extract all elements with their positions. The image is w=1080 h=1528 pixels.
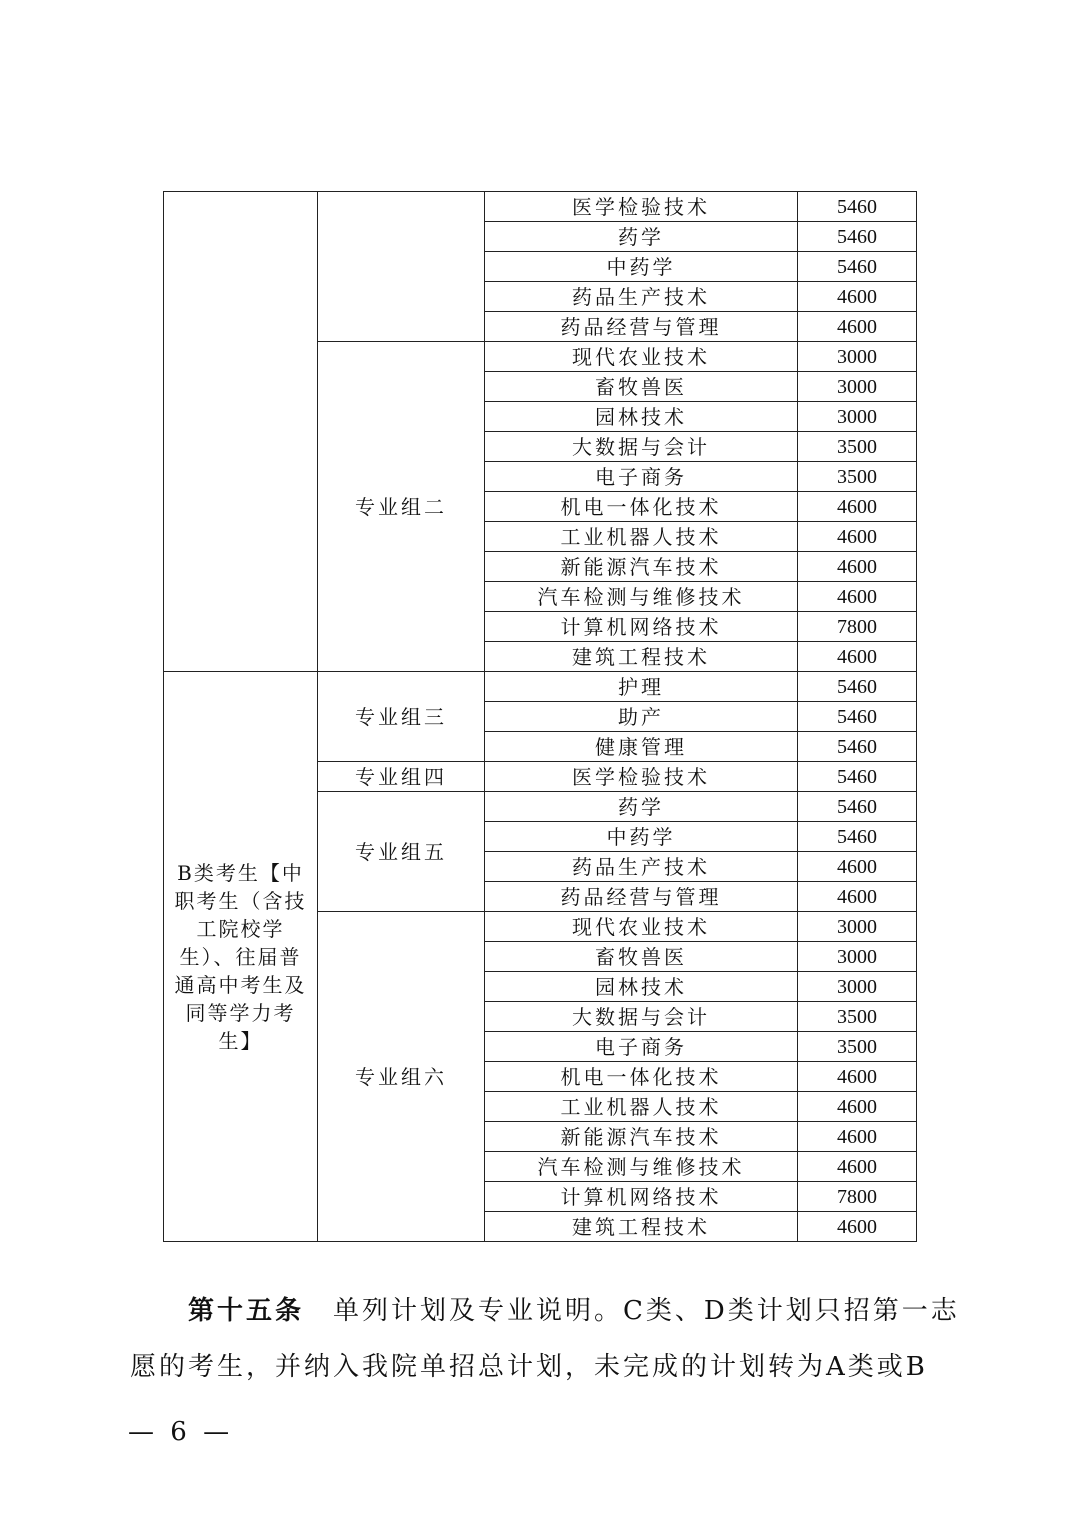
fee-cell: 4600 — [798, 582, 917, 612]
fee-cell: 3000 — [798, 912, 917, 942]
fee-cell: 3500 — [798, 1002, 917, 1032]
article-text-1: 单列计划及专业说明。C类、D类计划只招第一志 — [333, 1296, 960, 1326]
fee-cell: 5460 — [798, 702, 917, 732]
fee-cell: 5460 — [798, 192, 917, 222]
major-cell: 畜牧兽医 — [485, 942, 798, 972]
fee-cell: 7800 — [798, 612, 917, 642]
major-cell: 健康管理 — [485, 732, 798, 762]
fee-cell: 4600 — [798, 1062, 917, 1092]
group-cell: 专业组二 — [318, 342, 485, 672]
major-cell: 新能源汽车技术 — [485, 1122, 798, 1152]
major-cell: 计算机网络技术 — [485, 612, 798, 642]
major-cell: 汽车检测与维修技术 — [485, 582, 798, 612]
major-cell: 中药学 — [485, 252, 798, 282]
major-cell: 计算机网络技术 — [485, 1182, 798, 1212]
fee-cell: 7800 — [798, 1182, 917, 1212]
fee-cell: 4600 — [798, 492, 917, 522]
page-number: — 6 — — [128, 1417, 234, 1447]
major-cell: 现代农业技术 — [485, 912, 798, 942]
major-cell: 药品生产技术 — [485, 282, 798, 312]
fee-cell: 3000 — [798, 402, 917, 432]
major-cell: 医学检验技术 — [485, 192, 798, 222]
group-cell: 专业组六 — [318, 912, 485, 1242]
major-cell: 机电一体化技术 — [485, 492, 798, 522]
major-cell: 园林技术 — [485, 972, 798, 1002]
major-cell: 大数据与会计 — [485, 432, 798, 462]
group-cell: 专业组三 — [318, 672, 485, 762]
table-row — [164, 192, 917, 222]
major-cell: 药学 — [485, 792, 798, 822]
major-cell: 建筑工程技术 — [485, 642, 798, 672]
group-cell — [318, 192, 485, 342]
major-cell: 药品经营与管理 — [485, 882, 798, 912]
major-cell: 园林技术 — [485, 402, 798, 432]
major-cell: 建筑工程技术 — [485, 1212, 798, 1242]
fee-cell: 5460 — [798, 252, 917, 282]
category-cell-continued — [164, 192, 318, 672]
fee-cell: 3000 — [798, 372, 917, 402]
fee-cell: 5460 — [798, 222, 917, 252]
major-cell: 现代农业技术 — [485, 342, 798, 372]
fee-cell: 3500 — [798, 1032, 917, 1062]
major-cell: 机电一体化技术 — [485, 1062, 798, 1092]
major-cell: 工业机器人技术 — [485, 522, 798, 552]
fee-cell: 4600 — [798, 1152, 917, 1182]
fee-cell: 3000 — [798, 942, 917, 972]
article-heading: 第十五条 — [188, 1296, 305, 1326]
fee-cell: 4600 — [798, 312, 917, 342]
major-cell: 电子商务 — [485, 1032, 798, 1062]
group-cell: 专业组五 — [318, 792, 485, 912]
fee-cell: 4600 — [798, 642, 917, 672]
fee-cell: 4600 — [798, 852, 917, 882]
group-cell: 专业组四 — [318, 762, 485, 792]
major-cell: 助产 — [485, 702, 798, 732]
major-cell: 护理 — [485, 672, 798, 702]
fee-cell: 4600 — [798, 522, 917, 552]
article-text-2: 愿的考生，并纳入我院单招总计划，未完成的计划转为A类或B — [130, 1352, 928, 1382]
article-paragraph-line-2 — [130, 1346, 960, 1383]
major-cell: 电子商务 — [485, 462, 798, 492]
major-cell: 大数据与会计 — [485, 1002, 798, 1032]
major-cell: 中药学 — [485, 822, 798, 852]
enrollment-plan-table — [163, 191, 917, 1242]
fee-cell: 4600 — [798, 1122, 917, 1152]
table-row — [164, 672, 917, 702]
fee-cell: 3500 — [798, 432, 917, 462]
major-cell: 医学检验技术 — [485, 762, 798, 792]
fee-cell: 5460 — [798, 822, 917, 852]
fee-cell: 4600 — [798, 882, 917, 912]
fee-cell: 3000 — [798, 972, 917, 1002]
major-cell: 汽车检测与维修技术 — [485, 1152, 798, 1182]
fee-cell: 4600 — [798, 1092, 917, 1122]
major-cell: 工业机器人技术 — [485, 1092, 798, 1122]
fee-cell: 5460 — [798, 762, 917, 792]
fee-cell: 5460 — [798, 732, 917, 762]
fee-cell: 3000 — [798, 342, 917, 372]
fee-cell: 4600 — [798, 1212, 917, 1242]
fee-cell: 5460 — [798, 792, 917, 822]
fee-cell: 5460 — [798, 672, 917, 702]
major-cell: 药学 — [485, 222, 798, 252]
article-paragraph-line-1 — [130, 1290, 960, 1327]
category-cell: B类考生【中职考生（含技工院校学生）、往届普通高中考生及同等学力考生】 — [164, 672, 318, 1242]
fee-cell: 4600 — [798, 552, 917, 582]
major-cell: 药品生产技术 — [485, 852, 798, 882]
major-cell: 新能源汽车技术 — [485, 552, 798, 582]
fee-cell: 3500 — [798, 462, 917, 492]
major-cell: 药品经营与管理 — [485, 312, 798, 342]
major-cell: 畜牧兽医 — [485, 372, 798, 402]
fee-cell: 4600 — [798, 282, 917, 312]
